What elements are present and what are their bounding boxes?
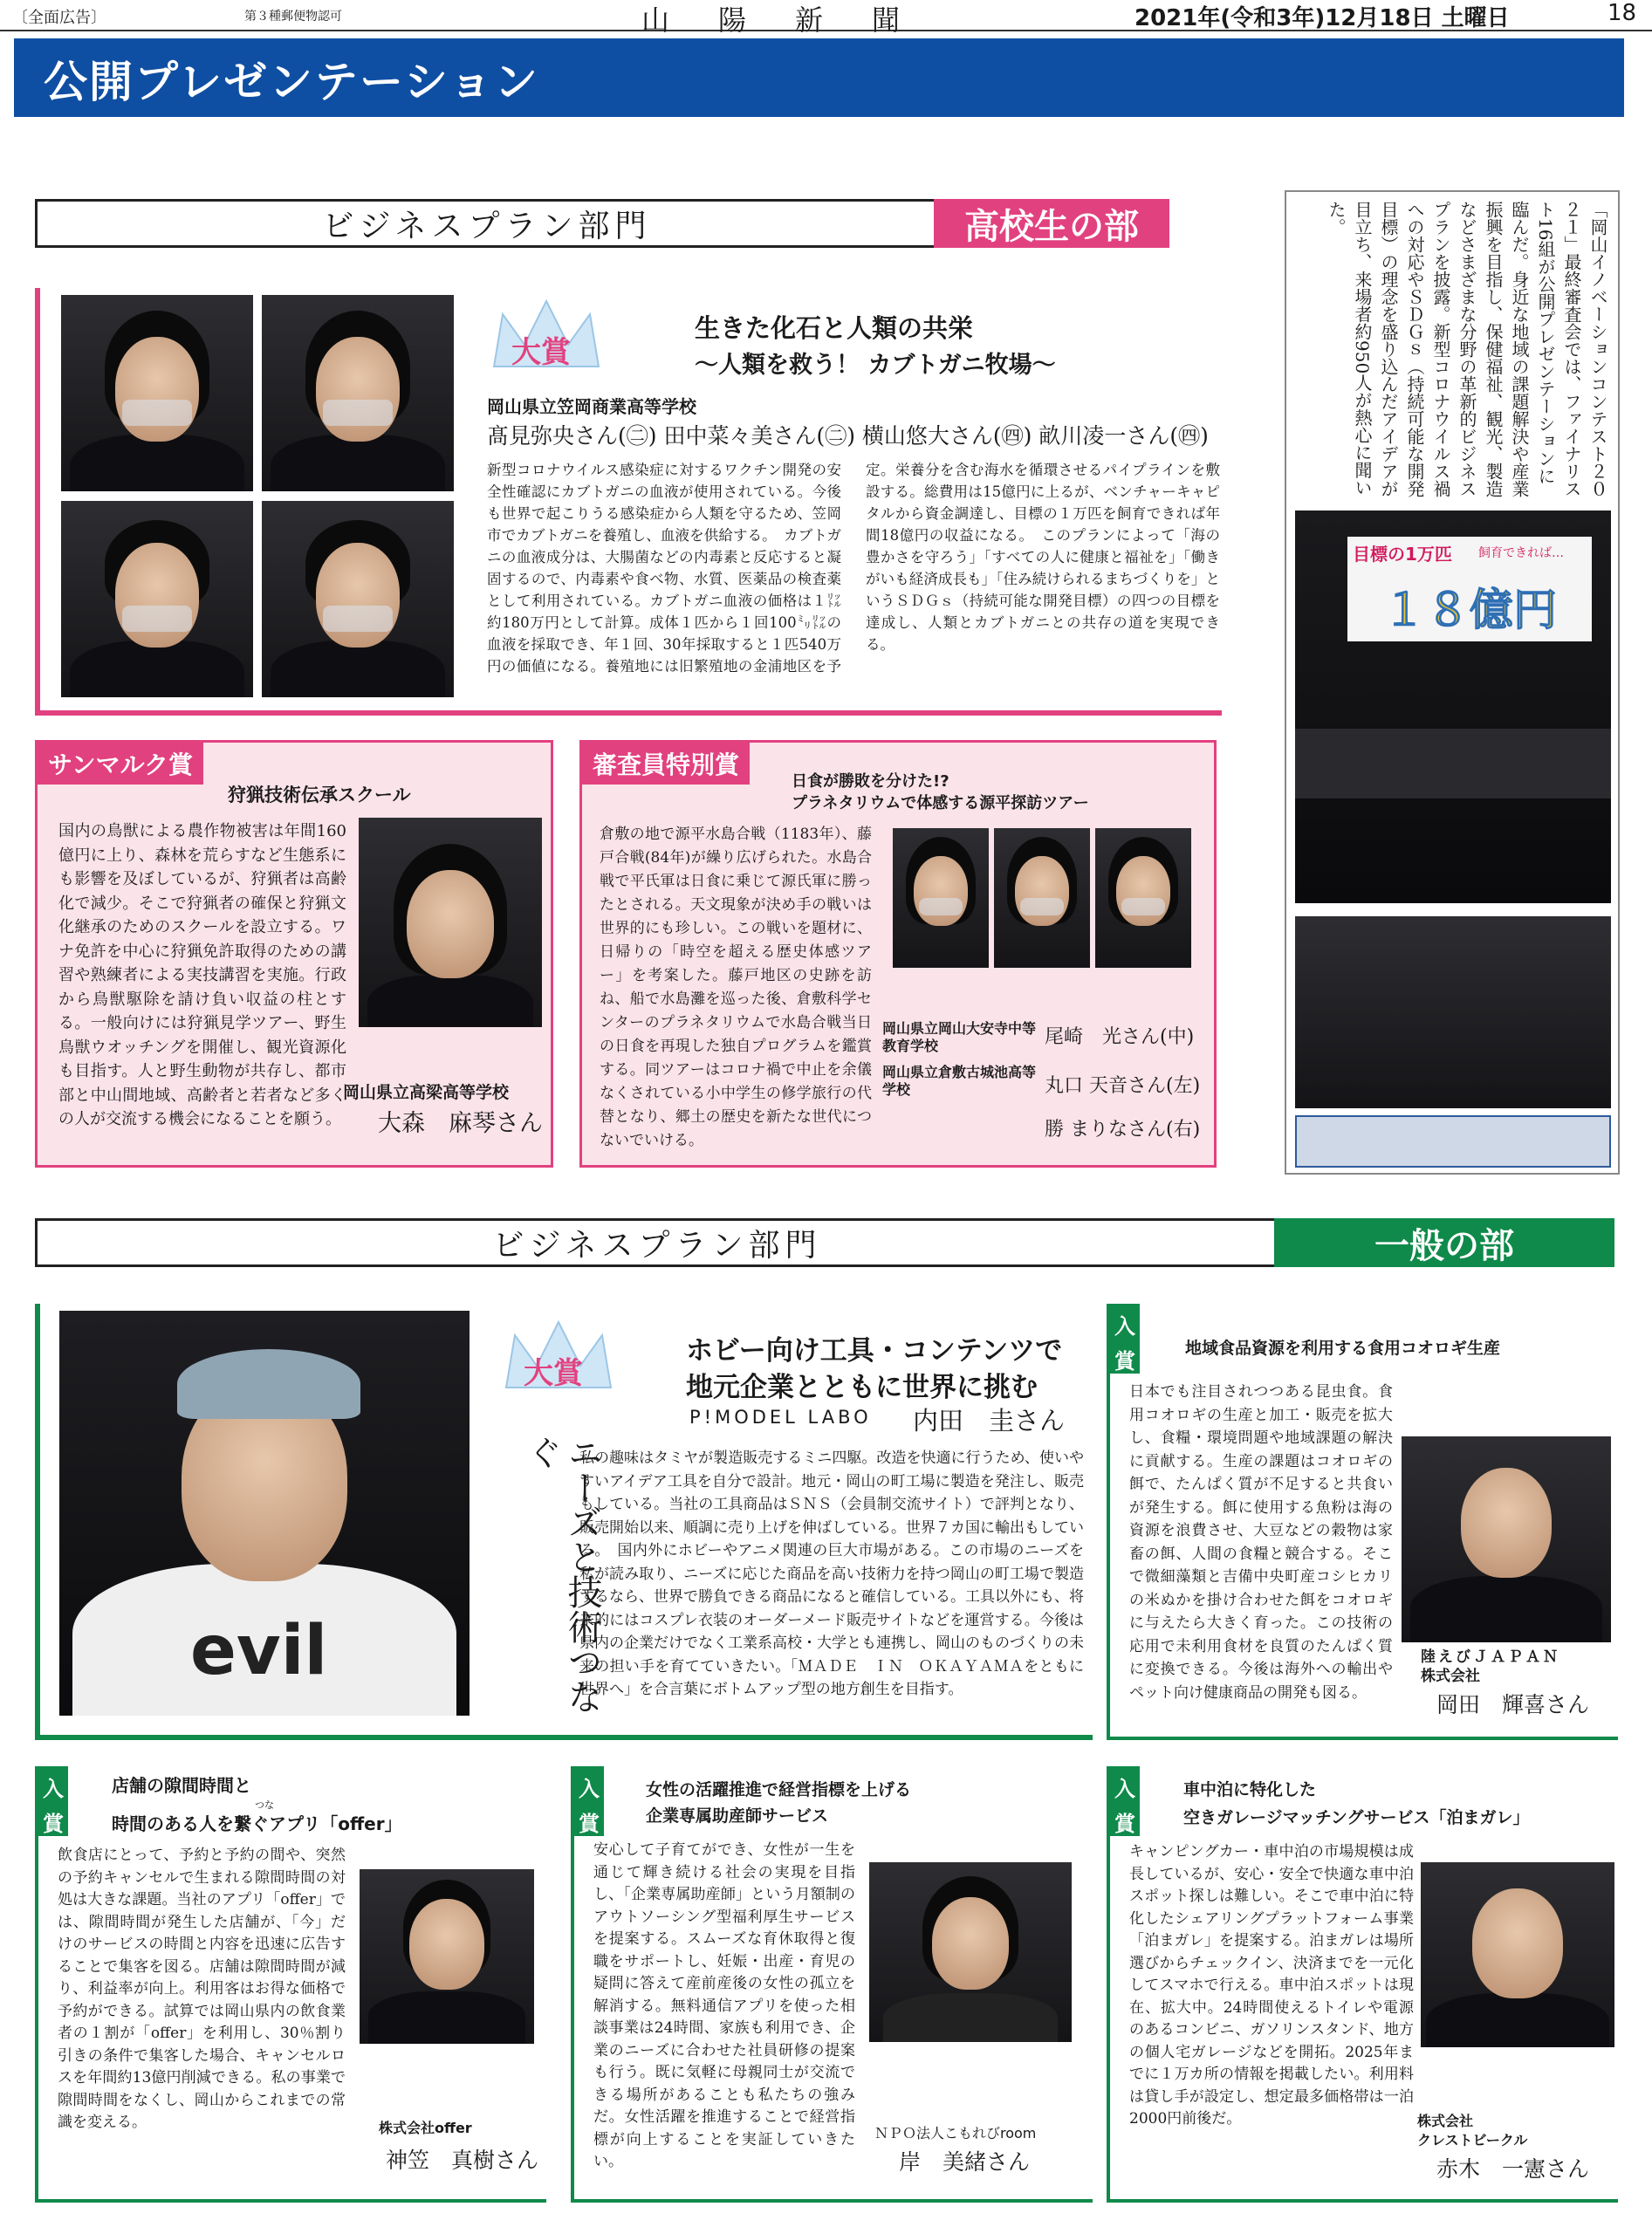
postal-permit: 第３種郵便物認可 — [244, 10, 342, 24]
organization-type: 株式会社 — [1417, 2113, 1474, 2129]
presenter-names: 髙見弥央さん(㊁) 田中菜々美さん(㊁) 横山悠大さん(㊃) 畝川凌一さん(㊃) — [487, 423, 1209, 449]
school-name: 岡山県立倉敷古城池高等学校 — [882, 1064, 1037, 1098]
plan-subtitle: 企業専属助産師サービス — [646, 1806, 829, 1826]
section-title: ビジネスプラン部門 — [492, 1227, 822, 1264]
page-banner: 公開プレゼンテーション — [14, 38, 1624, 117]
award-label: 入賞 — [38, 1766, 68, 1836]
venue-photo — [1295, 511, 1611, 903]
section-bar-highschool — [35, 199, 1169, 248]
presenter-name: 岡田 輝喜さん — [1436, 1692, 1590, 1717]
organization-name: クレストビークル — [1417, 2132, 1528, 2148]
masthead — [0, 0, 1652, 37]
presenter-photo — [869, 1862, 1072, 2042]
screen-text: 飼育できれば… — [1478, 546, 1564, 560]
cricket-award — [1107, 1304, 1618, 1740]
award-label: 大賞 — [511, 335, 571, 370]
student-photo — [1095, 828, 1191, 968]
headline-vertical: ニーズと技術つなぐ — [522, 1435, 602, 1714]
student-photo — [262, 295, 454, 491]
school-name: 岡山県立岡山大安寺中等教育学校 — [882, 1020, 1037, 1054]
ceremony-photo — [1295, 916, 1611, 1108]
award-label: 審査員特別賞 — [582, 743, 750, 785]
organization-name: P!MODEL LABO — [689, 1407, 872, 1428]
plan-subtitle: プラネタリウムで体感する源平探訪ツアー — [792, 794, 1089, 812]
article-body: 国内の鳥獣による農作物被害は年間160億円に上り、森林を荒らすなど生態系にも影響を及ぼしているが、狩猟者は高齢化で減少。そこで狩猟者の確保と狩猟文化継承のためのスクールを設立する。ワナ免許を中心に狩猟免許取得のための講習や熟練者による実技講習を実施。行政から鳥獣駆除を請け負い収益の柱とする。一般向けには狩猟見学ツアー、野生鳥獣ウオッチングを開催し、観光資源化も目指す。人と野生動物が共存し、都市部と中山間地域、高齢者と若者など多くの人が交流する機会になることを願う。 — [58, 822, 346, 1128]
ruby-text: つな — [255, 1799, 274, 1811]
section-bar-general — [35, 1218, 1614, 1267]
plan-subtitle: 地元企業とともに世界に挑む — [686, 1372, 1038, 1403]
article-body: 安心して子育てができ、女性が一生を通じて輝き続ける社会の実現を目指し、「企業専属助産師」という月額制のアウトソーシング型福利厚生サービスを提案する。スムーズな育休取得と復職をサポートし、妊娠・出産・育児の疑問に答えて産前産後の女性の孤立を解消する。無料通信アプリを使った相談事業は24時間、家族も利用でき、企業のニーズに合わせた社員研修の提案も行う。既に気軽に母親同士が交流できる場所があることも私たちの強みだ。女性活躍を推進することで経営指標が向上することを実証していきたい。 — [593, 1841, 855, 2170]
section-badge: 一般の部 — [1274, 1218, 1614, 1267]
award-label: 入賞 — [1110, 1304, 1140, 1374]
article-body: 日本でも注目されつつある昆虫食。食用コオロギの生産と加工・販売を拡大し、食糧・環境問題や地域課題の解決に貢献する。生産の課題はコオロギの餌で、たんぱく質が不足すると共食いが発生する。餌に使用する魚粉は海の資源を浪費させ、大豆などの穀物は家畜の餌、人間の食糧と競合する。そこで微細藻類と吉備中央町産コシヒカリの米ぬかを掛け合わせた餌をコオロギに与えたら大きく育った。この技術の応用で未利用食材を良質のたんぱく質に変換できる。今後は海外への輸出やペット向け健康商品の開発も図る。 — [1129, 1383, 1393, 1702]
presenter-photo — [59, 1311, 470, 1716]
intro-text: 「岡山イノベーションコンテスト２０２１」最終審査会では、ファイナリスト16組が公開プレゼンテーションに臨んだ。身近な地域の課題解決や産業振興を目指し、保健福祉、観光、製造などさまざまな分野の革新的ビジネスプランを披露。新型コロナウイルス禍への対応やＳＤＧｓ（持続可能な開発目標）の理念を盛り込んだアイデアが目立ち、来場者約950人が熱心に聞いた。 — [1326, 201, 1608, 497]
presenter-name: 勝 まりなさん(右) — [1045, 1119, 1201, 1141]
article-body: キャンピングカー・車中泊の市場規模は成長しているが、安心・安全で快適な車中泊スポット探しは難しい。そこで車中泊に特化したシェアリングプラットフォーム事業「泊まガレ」を提案する。泊まガレは場所選びからチェックイン、決済までを一元化してスマホで行える。車中泊スポットは現在、拡大中。24時間使えるトイレや電源のあるコンビニ、ガソリンスタンド、地方の個人宅ガレージなどを開拓。2025年までに１万カ所の情報を掲載したい。利用料は貸し手が設定し、想定最多価格帯は一泊2000円前後だ。 — [1129, 1843, 1414, 2128]
judges-award — [579, 740, 1217, 1168]
article-body: 倉敷の地で源平水島合戦（1183年）、藤戸合戦(84年)が繰り広げられた。水島合戦で平氏軍は日食に乗じて源氏軍に勝ったとされる。天文現象が決め手の戦いは世界的にも珍しい。この戦いを題材に、日帰りの「時空を超える歴史体感ツアー」を考案した。藤戸地区の史跡を訪ね、船で水島灘を巡った後、倉敷科学センターのプラネタリウムで水島合戦当日の日食を再現した独自プログラムを鑑賞する。同ツアーはコロナ禍で中止を余儀なくされている小中学生の修学旅行の代替となり、郷土の歴史を新たな世代につないでいける。 — [600, 826, 872, 1149]
presenter-name: 岸 美緒さん — [899, 2149, 1031, 2175]
page-number: 18 — [1607, 0, 1637, 26]
exhibit-photo — [1295, 1115, 1611, 1168]
side-column — [1285, 190, 1620, 1175]
section-title: ビジネスプラン部門 — [322, 208, 652, 244]
organization-name: 株式会社offer — [379, 2120, 472, 2136]
plan-title: ホビー向け工具・コンテンツで — [686, 1335, 1063, 1367]
screen-text: 目標の1万匹 — [1353, 544, 1452, 565]
plan-subtitle: 時間のある人を繋ぐアプリ「offer」 — [112, 1813, 402, 1834]
shirt-logo: evil — [190, 1612, 328, 1690]
sanmaruku-award — [35, 740, 553, 1168]
presenter-name: 赤木 一憲さん — [1436, 2156, 1590, 2182]
plan-title: 店舗の隙間時間と — [112, 1775, 251, 1796]
screen-text: １８億円 — [1382, 585, 1557, 635]
section-badge: 高校生の部 — [934, 199, 1169, 248]
plan-title: 地域食品資源を利用する食用コオロギ生産 — [1185, 1339, 1501, 1358]
presenter-photo — [1402, 1436, 1611, 1642]
plan-title: 車中泊に特化した — [1183, 1780, 1317, 1799]
presenter-photo — [360, 1869, 534, 2044]
student-photo — [893, 828, 989, 968]
article-body: 新型コロナウイルス感染症に対するワクチン開発の安全性確認にカブトガニの血液が使用されている。今後も世界で起こりうる感染症から人類を守るため、笠岡市でカブトガニを養殖し、血液を供給する。 カブトガニの血液成分は、大腸菌などの内毒素と反応すると凝固するので、内毒素や食べ物、水質、医薬品の検査薬として利用されている。カブトガニ血液の価格は１㍑約180万円として計算。成体１匹から１回100㍉㍑の血液を採取でき、年１回、30年採取すると１匹540万円の価値になる。養殖地には旧繁殖地の金浦地区を予定。栄養分を含む海水を循環させるパイプラインを敷設する。総費用は15億円に上るが、ベンチャーキャピタルから資金調達し、目標の１万匹を飼育できれば年間18億円の収益になる。 このプランによって「海の豊かさを守ろう」「すべての人に健康と福祉を」「働きがいも経済成長も」「住み続けられるまちづくりを」というＳＤＧｓ（持続可能な開発目標）の四つの目標を達成し、人類とカブトガニとの共存の道を実現できる。 — [487, 462, 1220, 675]
presenter-name: 丸口 天音さん(左) — [1045, 1075, 1201, 1097]
presenter-name: 神笠 真樹さん — [386, 2148, 539, 2173]
midwife-award — [571, 1766, 1093, 2203]
award-label: 大賞 — [524, 1356, 583, 1391]
plan-title: 女性の活躍推進で経営指標を上げる — [646, 1780, 912, 1799]
organization-name: ＮＰＯ法人こもれびroom — [874, 2125, 1037, 2141]
presenter-name: 内田 圭さん — [913, 1406, 1066, 1436]
hs-grand-prize — [35, 288, 1222, 716]
plan-subtitle: 空きガレージマッチングサービス「泊まガレ」 — [1183, 1808, 1530, 1827]
ad-label: 〔全面広告〕 — [12, 9, 106, 27]
student-photo — [994, 828, 1090, 968]
newspaper-name: 山陽新聞 — [641, 3, 949, 37]
plan-title: 狩猟技術伝承スクール — [228, 785, 411, 805]
presenter-photo — [1421, 1862, 1614, 2047]
award-label: 入賞 — [1110, 1766, 1140, 1836]
plan-subtitle: 〜人類を救う！ カブトガニ牧場〜 — [695, 352, 1056, 379]
presenter-name: 大森 麻琴さん — [378, 1110, 543, 1137]
student-photo — [359, 818, 542, 1027]
award-label: サンマルク賞 — [38, 743, 203, 785]
plan-title: 生きた化石と人類の共栄 — [695, 313, 974, 343]
organization-name: 陸えびＪＡＰＡＮ — [1421, 1648, 1560, 1666]
school-name: 岡山県立高梁高等学校 — [343, 1083, 510, 1102]
organization-type: 株式会社 — [1421, 1668, 1480, 1685]
school-name: 岡山県立笠岡商業高等学校 — [487, 396, 696, 417]
offer-award — [35, 1766, 546, 2203]
issue-date: 2021年(令和3年)12月18日 土曜日 — [1134, 5, 1510, 31]
student-photo — [61, 295, 253, 491]
article-body: 飲食店にとって、予約と予約の間や、突然の予約キャンセルで生まれる隙間時間の対処は大きな課題。当社のアプリ「offer」では、隙間時間が発生した店舗が、「今」だけのサービスの時間と内容を迅速に広告することで集客を図る。店舗は隙間時間が減り、利益率が向上。利用客はお得な価格で予約ができる。試算では岡山県内の飲食業者の１割が「offer」を利用し、30％割り引きの条件で集客した場合、キャンセルロスを年間約13億円削減できる。私の事業で隙間時間をなくし、岡山からこれまでの常識を変える。 — [58, 1847, 346, 2131]
student-photo — [61, 501, 253, 697]
student-photo — [262, 501, 454, 697]
award-label: 入賞 — [574, 1766, 604, 1836]
plan-title: 日食が勝敗を分けた!? — [792, 772, 949, 791]
presenter-name: 尾崎 光さん(中) — [1045, 1026, 1195, 1048]
article-body: 私の趣味はタミヤが製造販売するミニ四駆。改造を快適に行うため、使いやすいアイデア工具を自分で設計。地元・岡山の町工場に製造を発注し、販売もしている。当社の工具商品はＳＮＳ（会員制交流サイト）で評判となり、販売開始以来、順調に売り上げを伸ばしている。世界７カ国に輸出もしている。 国内外にホビーやアニメ関連の巨大市場がある。この市場のニーズを私が読み取り、ニーズに応じた商品を高い技術力を持つ岡山の町工場で製造するなら、世界で勝負できる商品になると確信している。工具以外にも、将来的にはコスプレ衣装のオーダーメード販売サイトなどを運営する。今後は県内の企業だけでなく工業系高校・大学とも連携し、岡山のものづくりの未来の担い手を育てていきたい。「ＭＡＤＥ ＩＮ ＯＫＡＹＡＭＡをともに世界へ」を合言葉にボトムアップ型の地方創生を目指す。 — [579, 1449, 1084, 1698]
garage-award — [1107, 1766, 1618, 2203]
general-grand-prize — [35, 1304, 1093, 1740]
